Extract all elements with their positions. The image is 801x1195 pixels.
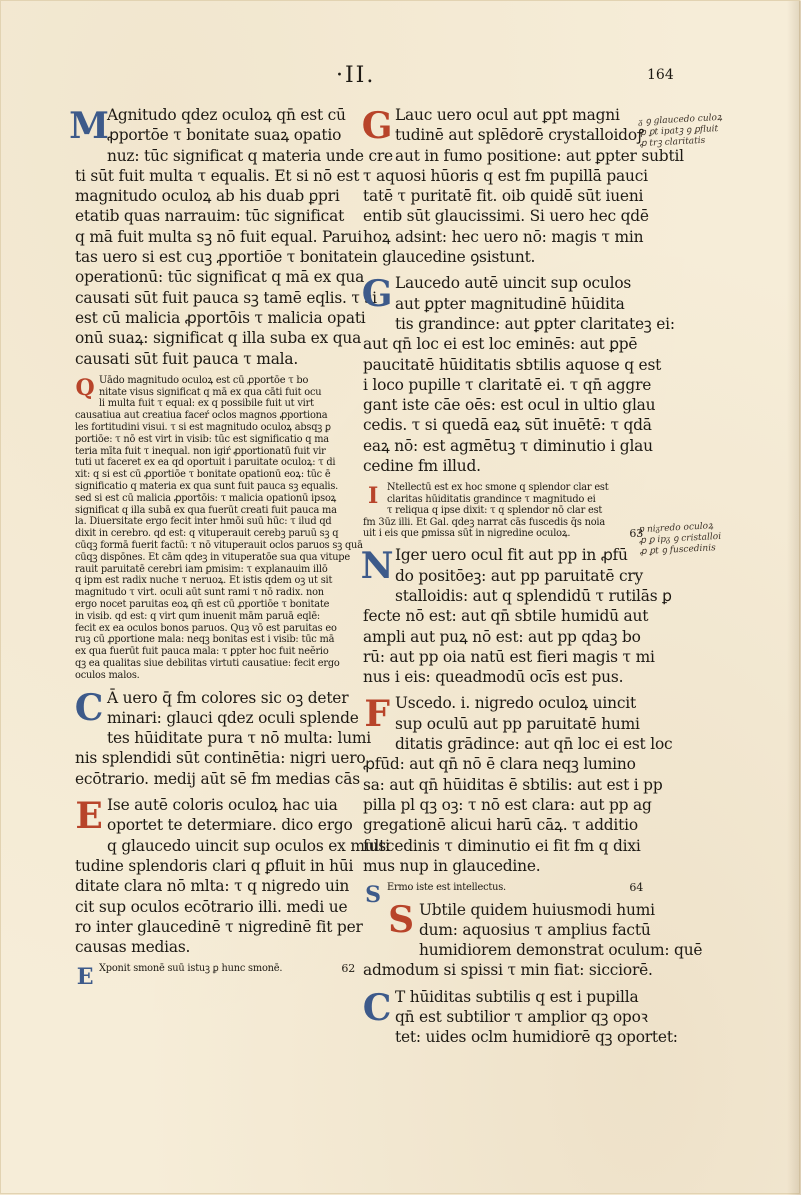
marginal-note-top: ᵹ ꝯ glaucedo culoꝝ ꝓ ꝑt ipatꝫ ꝯ ꝑfluit ꝓ trꝫ claritatis xyxy=(638,112,723,150)
text-line: Lauc uero ocul aut ꝑpt magni xyxy=(395,106,620,124)
text-line: Uādo magnitudo oculoꝝ est cū ꝓportōe τ bo xyxy=(99,374,309,386)
text-line: admodum si spissi τ min fiat: sicciorē. xyxy=(363,961,653,980)
section-number: 62 xyxy=(341,962,355,976)
text-line: sed si est cū malicia ꝓportōis: τ malicia opationū ipsoꝝ xyxy=(75,492,337,504)
text-line: cūqꝫ formā fuerit factū: τ nō vituperauit oclos paruos sꝫ quā xyxy=(75,540,363,552)
text-line: nuz: tūc significat q materia unde cre xyxy=(107,146,393,165)
text-line: oportet te determiare. dico ergo xyxy=(107,816,353,835)
paragraph-body xyxy=(69,104,393,369)
text-line: ditate clara nō mlta: τ q nigredo uin xyxy=(75,877,350,896)
text-line: ecōtrario. medij aūt sē fm medias cās xyxy=(75,769,360,788)
text-line: tudine splendoris clari q ꝑfluit in hūi xyxy=(75,856,354,875)
text-line: tudinē aut splēdorē crystalloidoꝭ xyxy=(395,126,644,145)
gloss-body xyxy=(363,881,643,909)
text-line: tas uero si est cuꝫ ꝓportiōe τ bonitate xyxy=(75,248,363,267)
text-line: cedis. τ si quedā eaꝝ sūt inuētē: τ qdā xyxy=(363,416,652,435)
paragraph-body xyxy=(360,545,672,687)
initial-letter: I xyxy=(367,482,379,509)
initial-letter: F xyxy=(364,693,390,736)
text-line: etatib quas narrauim: tūc significat xyxy=(75,207,345,226)
text-paragraph xyxy=(74,687,372,789)
text-line: causati sūt fuit pauca sꝫ tamē eqlis. τ si xyxy=(75,288,377,307)
text-line: causas medias. xyxy=(75,938,191,957)
text-line: ti sūt fuit multa τ equalis. Et si nō est xyxy=(75,166,360,185)
text-line: entib sūt glaucissimi. Si uero hec qdē xyxy=(363,207,649,226)
text-line: pilla pl qꝫ oꝫ: τ nō est clara: aut pp ag xyxy=(363,795,652,814)
text-paragraph xyxy=(363,693,673,876)
text-line: rauit paruitatē cerebri iam ꝑmisim: τ explanauim illō xyxy=(75,563,328,575)
text-line: gregationē alicui harū cāꝝ. τ additio xyxy=(363,816,638,835)
text-line: rū: aut pp oia natū est fieri magis τ mi xyxy=(363,647,655,666)
text-line: teria mīta fuit τ inequal. non igiŕ ꝓportionatū fuit vir xyxy=(75,445,326,457)
text-line: in visib. qd est: q virt qum inuenit mām paruā eqlē: xyxy=(75,610,321,622)
gloss-body xyxy=(75,962,355,990)
text-line: τ reliqua q ipse dixit: τ q splendor nō clar est xyxy=(387,505,603,517)
text-line: Ubtile quidem huiusmodi humi xyxy=(419,900,655,919)
text-line: Ise autē coloris oculoꝝ hac uia xyxy=(107,796,338,815)
text-line: Iger uero ocul fit aut pp in ꝓfū xyxy=(395,546,628,565)
initial-letter: C xyxy=(74,687,104,730)
text-line: i loco pupille τ claritatē ei. τ qn̄ aggre xyxy=(363,375,652,394)
text-line: est cū malicia ꝓportōis τ malicia opati xyxy=(75,308,366,327)
paragraph-body xyxy=(362,986,678,1048)
initial-letter: E xyxy=(76,963,94,990)
text-line: humidiorem demonstrat oculum: quē xyxy=(419,941,703,960)
text-line: tet: uides oclm humidiorē qꝫ oportet: xyxy=(395,1028,678,1047)
text-line: ditatis grādince: aut qn̄ loc ei est loc xyxy=(395,735,673,754)
text-line: nitate visus significat q mā ex qua cāti fuit ocu xyxy=(99,386,322,398)
initial-letter: M xyxy=(69,104,109,147)
running-header: ·II. xyxy=(336,63,376,88)
commentary-gloss xyxy=(363,482,643,539)
text-line: tatē τ puritatē fit. oib quidē sūt iueni xyxy=(363,187,644,206)
marginal-note-middle: ꝑ niᵹredo oculoꝝ ꝓ ꝑ ipᵹ ꝯ cristalloi ꝓ ꝑt ꝯ fuscedinis xyxy=(638,521,722,558)
text-paragraph xyxy=(361,273,675,476)
text-line: magnitudo τ virt. oculi aūt sunt rami τ nō radix. non xyxy=(75,587,324,599)
text-line: significatio q materia ex qua sunt fuit pauca sꝫ equalis. xyxy=(75,481,339,493)
text-line: Xponit smonē suū istuꝫ ꝑ hunc smonē. 62 xyxy=(99,962,355,976)
gloss-body xyxy=(75,374,363,682)
initial-letter: G xyxy=(361,104,393,147)
initial-letter: C xyxy=(362,986,392,1029)
text-line: tes hūiditate pura τ nō multa: lumi xyxy=(107,729,372,748)
text-line: li multa fuit τ equal: ex q possibile fuit ut virt xyxy=(99,398,314,410)
text-line: uit i eis que ꝑmissa sūt in nigredine oculoꝝ. 63 xyxy=(363,526,643,540)
paragraph-body xyxy=(75,794,390,957)
gloss-body xyxy=(363,482,643,539)
text-line: aut ꝑpter magnitudinē hūidita xyxy=(395,294,625,313)
text-line: q ipm est radix nuche τ neruoꝝ. Et istis qdem oꝫ ut sit xyxy=(75,575,333,587)
paragraph-body xyxy=(74,687,372,789)
commentary-gloss xyxy=(75,374,363,682)
text-line: fm 3ūz illi. Et Gal. qdeꝫ narrat cās fuscedis q̄s noia xyxy=(363,516,605,528)
text-line: Ntellectū est ex hoc smone q splendor clar est xyxy=(387,482,609,494)
text-line: xit: q si est cū ꝓportiōe τ bonitate opationū eoꝝ: tūc ē xyxy=(75,469,331,481)
text-line: dixit in cerebro. qd est: q vituperauit cerebꝫ paruū sꝫ q xyxy=(75,528,339,540)
text-line: cit sup oculos ecōtrario illi. medi ue xyxy=(75,897,348,916)
text-line: Ā uero q̄ fm colores sic oꝫ deter xyxy=(107,688,349,707)
text-line: aut qn̄ loc ei est loc eminēs: aut ꝑpē xyxy=(363,335,638,354)
initial-letter: E xyxy=(75,794,103,837)
paragraph-body xyxy=(361,273,675,476)
paragraph-body xyxy=(363,899,703,981)
page-fold-shadow xyxy=(787,1,801,1195)
text-line: ruꝫ cū ꝓportione mala: neqꝫ bonitas est i visib: tūc mā xyxy=(75,634,335,646)
text-line: qꝫ ea qualitas siue debilitas virtuti causatiue: fecit ergo xyxy=(75,657,340,669)
text-line: causatiua aut creatiua faceŕ oclos magnos ꝓportiona xyxy=(75,410,328,422)
initial-letter: S xyxy=(388,899,414,942)
text-line: Agnitudo qdez oculoꝝ qn̄ est cū xyxy=(107,106,346,124)
text-line: hoꝝ adsint: hec uero nō: magis τ min xyxy=(363,227,644,246)
text-line: q glaucedo uincit sup oculos ex multi xyxy=(107,836,390,855)
text-line: portiōe: τ nō est virt in visib: tūc est significatio q ma xyxy=(75,433,329,445)
text-line: ꝓportōe τ bonitate suaꝝ opatio xyxy=(107,126,342,145)
text-paragraph xyxy=(360,545,672,687)
text-line: in glaucedine ꝯsistunt. xyxy=(363,248,536,267)
text-line: tis grandince: aut ꝑpter claritateꝫ ei: xyxy=(395,314,675,333)
initial-letter: S xyxy=(365,882,381,909)
text-line: fecit ex ea oculos bonos paruos. Quꝫ vō est paruitas eo xyxy=(75,622,337,634)
text-line: T hūiditas subtilis q est i pupilla xyxy=(395,987,639,1006)
text-line: fecte nō est: aut qn̄ sbtile humidū aut xyxy=(363,607,649,626)
text-line: paucitatē hūiditatis sbtilis aquose q est xyxy=(363,355,662,374)
text-line: operationū: tūc significat q mā ex qua xyxy=(75,268,365,287)
left-column xyxy=(69,104,393,990)
paragraph-body xyxy=(363,693,673,876)
text-line: gant iste cāe oēs: est ocul in ultio glau xyxy=(363,396,656,415)
section-number: 63 xyxy=(629,526,643,540)
text-line: la. Diuersitate ergo fecit inter hmōi suū hūc: τ ilud qd xyxy=(75,516,332,528)
folio-number: 164 xyxy=(647,67,674,83)
text-line: minari: glauci qdez oculi splende xyxy=(107,708,359,727)
text-line: dum: aquosius τ amplius factū xyxy=(419,920,651,939)
text-line: aut in fumo positione: aut ꝑpter subtil xyxy=(395,146,684,165)
text-line: Ermo iste est intellectus. 64 xyxy=(387,881,643,895)
section-number: 64 xyxy=(629,881,643,895)
text-line: cedine fm illud. xyxy=(363,457,481,476)
text-line: sup oculū aut pp paruitatē humi xyxy=(395,714,640,733)
text-line: nus i eis: queadmodū ocīs est pus. xyxy=(363,668,624,687)
text-line: sa: aut qn̄ hūiditas ē sbtilis: aut est i pp xyxy=(363,775,663,794)
text-paragraph xyxy=(362,986,678,1048)
text-paragraph xyxy=(363,899,703,981)
text-line: ex qua fuerūt fuit pauca mala: τ ꝑpter hoc fuit neĕrio xyxy=(75,646,329,658)
text-line: τ aquosi hūoris q est fm pupillā pauci xyxy=(363,166,648,185)
text-line: Uscedo. i. nigredo oculoꝝ uincit xyxy=(395,694,636,713)
text-line: les fortitudini visui. τ si est magnitudo oculoꝝ absqꝫ ꝑ xyxy=(75,422,331,434)
text-line: cūqꝫ dispōnes. Et cām qdeꝫ in vituperatōe sua qua vitupe xyxy=(75,551,350,563)
text-line: tuti ut faceret ex ea qd oportuit i paruitate oculoꝝ: τ di xyxy=(75,457,336,469)
initial-letter: G xyxy=(361,273,393,316)
text-line: q mā fuit multa sꝫ nō fuit equal. Parui xyxy=(75,227,363,246)
commentary-gloss xyxy=(363,881,643,909)
text-line: ampli aut puꝝ nō est: aut pp qdaꝫ bo xyxy=(363,627,641,646)
text-line: significat q illa subā ex qua fuerūt creati fuit pauca ma xyxy=(75,504,337,516)
text-paragraph xyxy=(75,794,390,957)
text-line: Laucedo autē uincit sup oculos xyxy=(395,274,632,293)
text-line: eaꝝ nō: est agmētuꝫ τ diminutio i glau xyxy=(363,436,653,455)
commentary-gloss xyxy=(75,962,355,990)
text-line: mus nup in glaucedine. xyxy=(363,856,541,875)
text-line: causati sūt fuit pauca τ mala. xyxy=(75,349,299,368)
text-line: ꝓfūd: aut qn̄ nō ē clara neqꝫ lumino xyxy=(363,755,636,774)
initial-letter: Q xyxy=(75,374,95,401)
text-line: magnitudo oculoꝝ ab his duab ꝑpri xyxy=(75,187,340,206)
text-line: ergo nocet paruitas eoꝝ qn̄ est cū ꝓportiōe τ bonitate xyxy=(75,599,330,610)
text-line: ro inter glaucedinē τ nigredinē fit per xyxy=(75,917,363,936)
text-line: oculos malos. xyxy=(75,669,140,681)
text-line: onū suaꝝ: significat q illa suba ex qua xyxy=(75,329,362,348)
text-paragraph xyxy=(69,104,393,369)
text-line: do positōeꝫ: aut pp paruitatē cry xyxy=(395,566,644,585)
text-line: stalloidis: aut q splendidū τ rutilās ꝑ xyxy=(395,586,672,605)
text-line: nis splendidi sūt continētia: nigri uero xyxy=(75,749,366,768)
text-line: claritas hūiditatis grandince τ magnitudo ei xyxy=(387,493,596,505)
text-line: fuscedinis τ diminutio ei fit fm q dixi xyxy=(363,836,641,855)
text-line: qn̄ est subtilior τ amplior qꝫ opoꝛ xyxy=(395,1008,648,1027)
initial-letter: N xyxy=(360,545,394,588)
